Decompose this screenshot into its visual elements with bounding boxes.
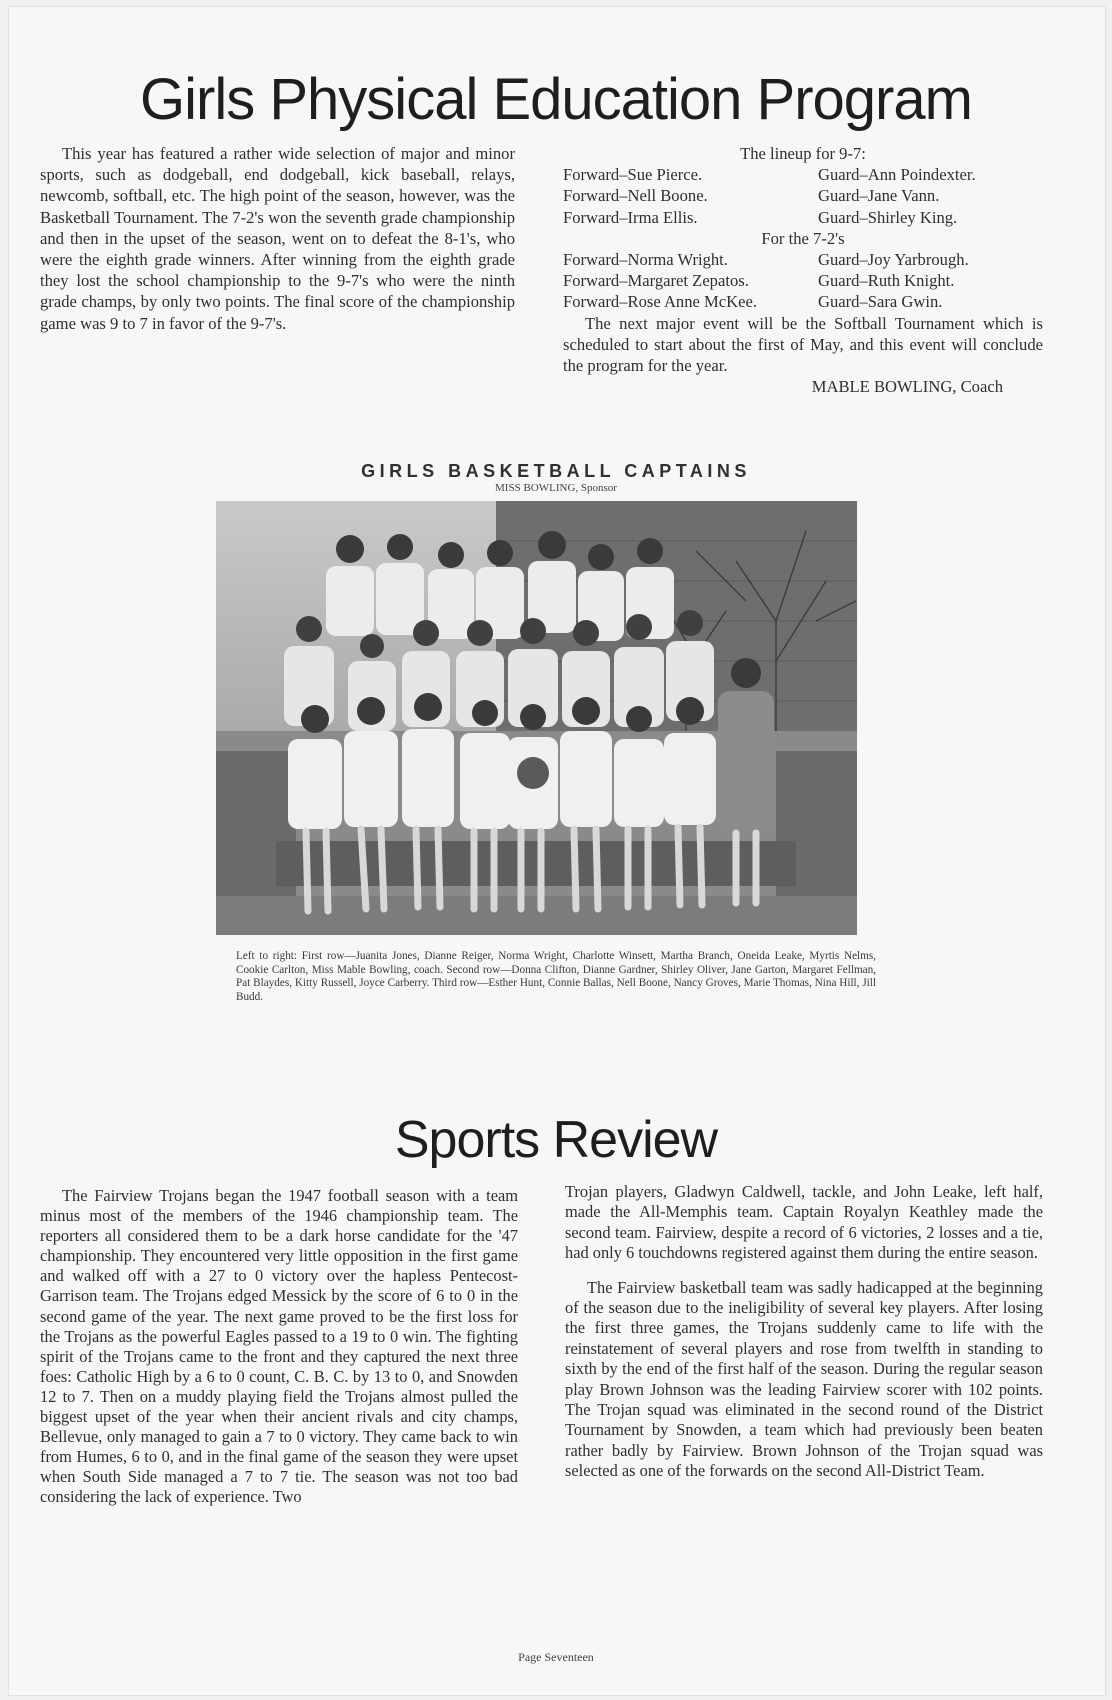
football-paragraph: The Fairview Trojans began the 1947 football season with a team minus most of the members of the 1946 championship team. The reporters all considered them to be a dark horse candidate for the '47 championship. They encountered very little opposition in the first game and walked off with a 27 to 0 victory over the hapless Pentecost-Garrison team. The Trojans edged Messick by the score of 6 to 0 in the second game of the year. The next game proved to be the first loss for the Trojans as the powerful Eagles passed to a 19 to 0 win. The fighting spirit of the Trojans came to the front and they captured the next three foes: Catholic High by a 6 to 0 count, C. B. C. by 13 to 0, and Snowden 12 to 7. Then on a muddy playing field the Trojans almost pulled the biggest upset of the year when their ancient rivals and city champs, Bellevue, only managed to gain a 7 to 0 victory. They came back to win from Humes, 6 to 0, and in the final game of the season they were upset when South Side managed a 7 to 7 tie. The season was not too bad considering the lack of experience. Two	[40, 1186, 518, 1507]
photo-caption	[236, 950, 876, 1004]
softball-note: The next major event will be the Softball Tournament which is scheduled to start about the first of May, and this event will conclude the program for the year.	[563, 313, 1043, 376]
lineup-header-72: For the 7-2's	[761, 228, 845, 248]
sports-right-column	[565, 1182, 1043, 1482]
forward-name: Forward–Sue Pierce.	[563, 165, 703, 185]
intro-column	[40, 143, 515, 334]
lineup-column	[563, 143, 1043, 397]
forward-name: Forward–Nell Boone.	[563, 186, 708, 206]
page-title: Girls Physical Education Program	[140, 67, 972, 132]
sports-left-column	[40, 1186, 518, 1508]
basketball-paragraph: The Fairview basketball team was sadly hadicapped at the beginning of the season due to the ineligibility of several key players. After losing the first three games, the Trojans suddenly came to life with the reinstatement of several players and rose from twelfth in standing to sixth by the end of the first half of the season. During the regular season play Brown Johnson was the leading Fairview scorer with 102 points. The Trojan squad was eliminated in the second round of the District Tournament by Snowden, a team which had previously been beaten rather badly by Fairview. Brown Johnson of the Trojan squad was selected as one of the forwards on the second All-District Team.	[565, 1277, 1043, 1481]
captains-sponsor: MISS BOWLING, Sponsor	[495, 482, 617, 494]
lineup-row	[563, 164, 1043, 185]
lineup-row	[563, 291, 1043, 312]
guard-name: Guard–Jane Vann.	[818, 186, 940, 206]
guard-name: Guard–Joy Yarbrough.	[818, 250, 969, 270]
forward-name: Forward–Margaret Zepatos.	[563, 271, 749, 291]
guard-name: Guard–Ann Poindexter.	[818, 165, 976, 185]
section-title-sports: Sports Review	[394, 1111, 718, 1169]
photo-caption-text: Left to right: First row—Juanita Jones, Dianne Reiger, Norma Wright, Charlotte Winsett, Martha Branch, Oneida Leake, Myrtis Nelms, Cookie Carlton, Miss Mable Bowling, coach. Second row—Donna Clifton, Dianne Gardner, Shirley Oliver, Jane Garton, Margaret Fellman, Pat Blaydes, Kitty Russell, Joyce Carberry. Third row—Esther Hunt, Connie Ballas, Nell Boone, Nancy Groves, Marie Thomas, Nina Hill, Jill Budd.	[236, 950, 876, 1003]
guard-name: Guard–Sara Gwin.	[818, 292, 943, 312]
guard-name: Guard–Ruth Knight.	[818, 271, 955, 291]
captains-heading: GIRLS BASKETBALL CAPTAINS	[361, 461, 751, 481]
team-photo	[216, 501, 857, 935]
forward-name: Forward–Rose Anne McKee.	[563, 292, 758, 312]
lineup-row	[563, 270, 1043, 291]
lineup-header-97: The lineup for 9-7:	[740, 144, 866, 163]
forward-name: Forward–Norma Wright.	[563, 250, 728, 270]
coach-signature: MABLE BOWLING, Coach	[811, 377, 1003, 397]
forward-name: Forward–Irma Ellis.	[563, 207, 698, 227]
lineup-row	[563, 249, 1043, 270]
lineup-row	[563, 207, 1043, 228]
guard-name: Guard–Shirley King.	[818, 207, 958, 227]
lineup-row	[563, 185, 1043, 206]
intro-paragraph: This year has featured a rather wide selection of major and minor sports, such as dodgeball, end dodgeball, kick baseball, relays, newcomb, softball, etc. The high point of the season, however, was the Basketball Tournament. The 7-2's won the seventh grade championship and then in the upset of the season, went on to defeat the 8-1's, who were the eighth grade winners. After winning from the eighth grade they lost the school championship to the 9-7's who were the ninth grade champs, by only two points. The final score of the championship game was 9 to 7 in favor of the 9-7's.	[40, 144, 515, 333]
football-paragraph-continued: Trojan players, Gladwyn Caldwell, tackle, and John Leake, left half, made the All-Memphis team. Captain Royalyn Keathley made the second team. Fairview, despite a record of 6 victories, 2 losses and a tie, had only 6 touchdowns registered against them during the entire season.	[565, 1182, 1043, 1263]
page-number: Page Seventeen	[518, 1650, 594, 1664]
